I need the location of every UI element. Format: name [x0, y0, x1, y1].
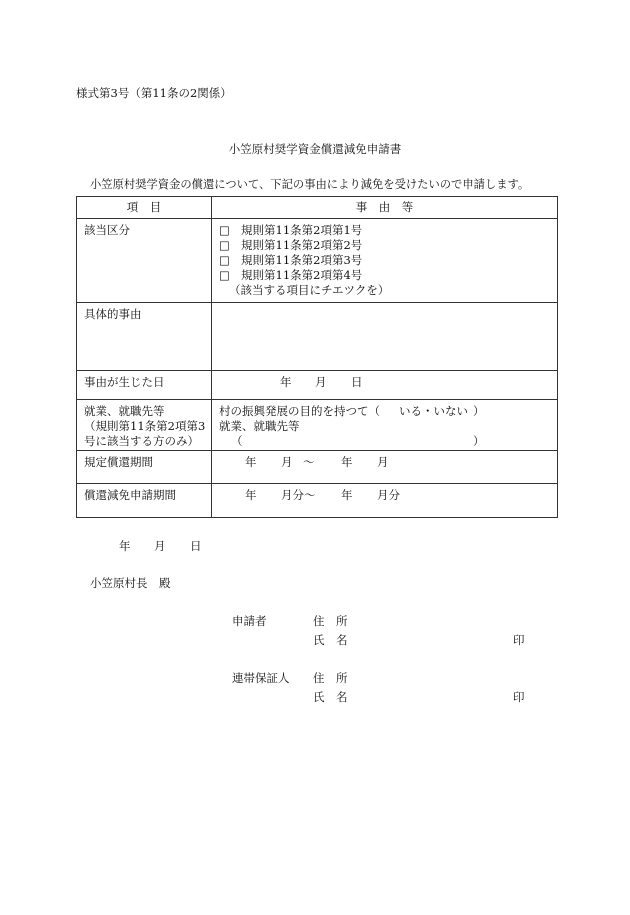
- purpose-open: 村の振興発展の目的を持つて（: [219, 404, 380, 418]
- request-label: 償還減免申請期間: [77, 484, 212, 518]
- option-2[interactable]: [219, 238, 557, 253]
- row-employment: [77, 400, 558, 451]
- applicant-seal: 印: [513, 633, 525, 647]
- checkbox-icon[interactable]: □: [219, 238, 230, 252]
- guarantor-name-label: 氏 名: [313, 690, 348, 704]
- option-label: 規則第11条第2項第2号: [241, 238, 363, 252]
- date-line-year: 年: [119, 539, 131, 553]
- request-year2: 年: [341, 488, 353, 502]
- page-title: 小笠原村奨学資金償還減免申請書: [228, 142, 402, 156]
- row-date: [77, 371, 558, 400]
- guarantor-address-label: 住 所: [313, 671, 348, 685]
- reason-field[interactable]: [212, 303, 558, 371]
- intro-text: 小笠原村奨学資金の償還について、下記の事由により減免を受けたいので申請します。: [90, 178, 530, 191]
- category-label: 該当区分: [77, 219, 212, 303]
- application-table: [76, 196, 558, 518]
- employment-label: 就業、就職先等 （規則第11条第2項第3 号に該当する方のみ）: [77, 400, 212, 451]
- date-line-day: 日: [190, 539, 202, 553]
- applicant-label: 申請者: [232, 614, 267, 628]
- addressee: 小笠原村長 殿: [90, 576, 171, 590]
- guarantor-label: 連帯保証人: [232, 671, 290, 685]
- period-month2: 月: [377, 455, 389, 469]
- request-field[interactable]: [212, 484, 558, 518]
- row-period: [77, 451, 558, 484]
- date-year: 年: [280, 375, 292, 389]
- header-item: 項 目: [77, 197, 212, 219]
- option-label: 規則第11条第2項第4号: [241, 268, 363, 282]
- checkbox-icon[interactable]: □: [219, 268, 230, 282]
- employment-field[interactable]: [212, 400, 558, 451]
- header-reason: 事 由 等: [212, 197, 558, 219]
- date-field[interactable]: [212, 371, 558, 400]
- date-label: 事由が生じた日: [77, 371, 212, 400]
- checkbox-icon[interactable]: □: [219, 223, 230, 237]
- form-number: 様式第3号（第11条の2関係）: [76, 86, 232, 100]
- period-tilde: ～: [303, 455, 315, 469]
- request-year1: 年: [245, 488, 257, 502]
- date-day: 日: [351, 375, 363, 389]
- period-month1: 月: [281, 455, 293, 469]
- options-note: （該当する項目にチエツクを）: [229, 283, 390, 297]
- purpose-choice[interactable]: いる・いない: [399, 404, 468, 418]
- date-line-month: 月: [154, 539, 166, 553]
- option-1[interactable]: [219, 223, 557, 238]
- category-options: [212, 219, 558, 303]
- employer-label: 就業、就職先等: [219, 419, 300, 433]
- applicant-address-label: 住 所: [313, 614, 348, 628]
- option-4[interactable]: [219, 268, 557, 283]
- option-3[interactable]: [219, 253, 557, 268]
- purpose-close: ）: [473, 404, 485, 418]
- option-label: 規則第11条第2項第1号: [241, 223, 363, 237]
- employer-paren-open: （: [231, 434, 243, 448]
- applicant-name-label: 氏 名: [313, 633, 348, 647]
- employer-paren-close: ）: [473, 434, 485, 448]
- checkbox-icon[interactable]: □: [219, 253, 230, 267]
- row-request: [77, 484, 558, 518]
- period-label: 規定償還期間: [77, 451, 212, 484]
- option-label: 規則第11条第2項第3号: [241, 253, 363, 267]
- period-year2: 年: [341, 455, 353, 469]
- period-year1: 年: [245, 455, 257, 469]
- table-header-row: [77, 197, 558, 219]
- row-category: [77, 219, 558, 303]
- period-field[interactable]: [212, 451, 558, 484]
- date-month: 月: [315, 375, 327, 389]
- request-month2: 月分: [377, 488, 400, 502]
- request-month1: 月分～: [281, 488, 316, 502]
- row-reason: [77, 303, 558, 371]
- guarantor-seal: 印: [513, 690, 525, 704]
- reason-label: 具体的事由: [77, 303, 212, 371]
